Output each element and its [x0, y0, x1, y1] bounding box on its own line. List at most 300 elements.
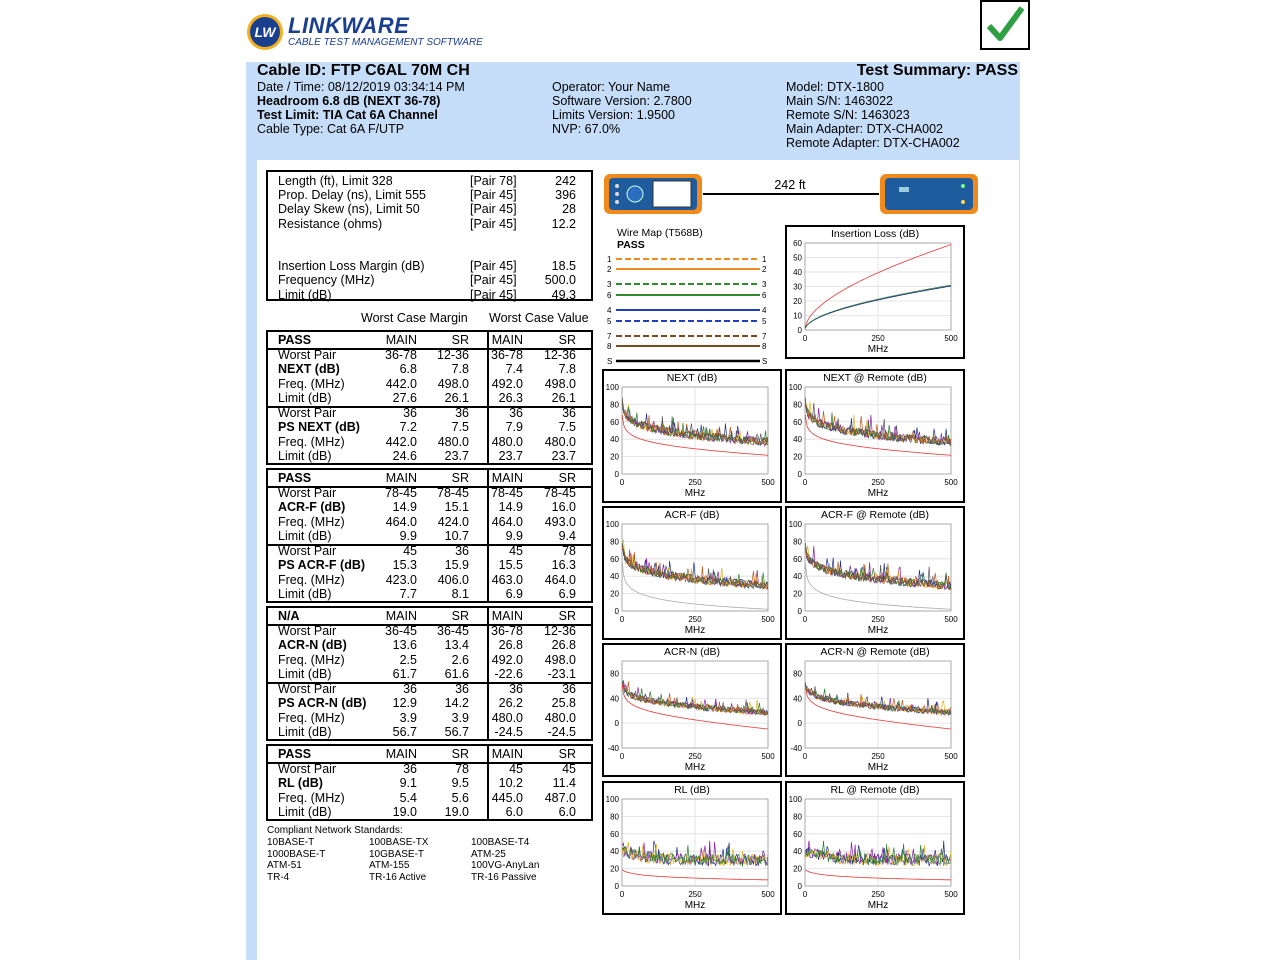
y-tick-label: 20 [793, 452, 802, 462]
standards-title: Compliant Network Standards: [267, 825, 403, 836]
table-cell: 9.5 [451, 776, 469, 790]
x-axis-label: MHz [684, 762, 706, 773]
table-cell: 7.4 [505, 362, 523, 376]
row-label: Freq. (MHz) [278, 514, 345, 529]
table-cell: 442.0 [385, 434, 417, 449]
table-cell: 61.6 [444, 667, 469, 681]
main-unit-icon [603, 172, 703, 216]
table-cell: 6.9 [505, 587, 523, 601]
table-cell: 36 [455, 681, 469, 696]
table-cell: 45 [509, 543, 523, 558]
table-cell: 9.9 [505, 529, 523, 543]
y-tick-label: 60 [610, 829, 619, 839]
y-tick-label: 30 [793, 282, 802, 292]
y-tick-label: 40 [610, 694, 619, 704]
wiremap-pin-label: 3 [762, 280, 767, 289]
summary-label: Resistance (ohms) [278, 216, 383, 231]
row-label: Worst Pair [278, 405, 337, 420]
y-tick-label: 80 [610, 669, 619, 679]
table-cell: 36 [455, 543, 469, 558]
y-tick-label: 0 [614, 882, 619, 891]
wiremap-pin-label: 8 [607, 342, 612, 351]
table-cell: 8.1 [451, 587, 469, 601]
logo-name: LINKWARE [288, 13, 410, 38]
x-tick-label: 0 [802, 890, 808, 899]
y-tick-label: 0 [797, 470, 802, 479]
x-tick-label: 500 [761, 478, 775, 487]
y-tick-label: 100 [605, 520, 619, 529]
column-header: MAIN [491, 609, 523, 623]
wiremap-pin-label: 5 [607, 317, 612, 326]
cable-type: Cable Type: Cat 6A F/UTP [257, 122, 405, 136]
row-label: Freq. (MHz) [278, 710, 345, 725]
x-tick-label: 0 [619, 752, 625, 761]
y-tick-label: 100 [788, 520, 802, 529]
row-label: Limit (dB) [278, 449, 332, 463]
summary-box [266, 170, 593, 301]
wiremap-pin-label: 7 [607, 332, 612, 341]
table-cell: 406.0 [437, 572, 469, 587]
row-label: Freq. (MHz) [278, 652, 345, 667]
table-cell: 36-45 [385, 623, 417, 638]
table-cell: 10.7 [444, 529, 469, 543]
column-divider [487, 470, 489, 601]
wiremap-pin-label: S [762, 357, 768, 366]
table-cell: 11.4 [552, 776, 576, 790]
standard-item: 10BASE-T [267, 837, 315, 848]
test-summary: Test Summary: PASS [856, 62, 1018, 79]
table-cell: -22.6 [494, 667, 523, 681]
chart-acr-n-db [602, 643, 782, 777]
results-table [266, 744, 593, 821]
row-label: Worst Pair [278, 543, 337, 558]
row-label: Limit (dB) [278, 667, 332, 681]
wiremap-pin-label: 1 [607, 255, 612, 264]
table-cell: 36-78 [491, 347, 523, 362]
table-cell: 14.9 [392, 500, 417, 514]
x-axis-label: MHz [867, 762, 889, 773]
table-cell: 6.0 [558, 805, 576, 819]
table-cell: 26.8 [498, 638, 523, 652]
x-axis-label: MHz [867, 488, 889, 499]
table-status: PASS [278, 333, 312, 347]
column-header: MAIN [385, 747, 417, 761]
x-axis-label: MHz [867, 900, 889, 911]
x-tick-label: 250 [688, 615, 702, 624]
table-cell: 14.9 [498, 500, 523, 514]
table-cell: 36 [509, 681, 523, 696]
summary-pair: [Pair 45] [470, 259, 517, 274]
table-cell: 26.1 [551, 391, 576, 405]
y-tick-label: 0 [614, 470, 619, 479]
table-cell: 78 [562, 543, 576, 558]
y-tick-label: 100 [788, 795, 802, 804]
wiremap-pin-label: 1 [762, 255, 767, 264]
y-tick-label: 80 [793, 669, 802, 679]
table-cell: 464.0 [385, 514, 417, 529]
row-label: Limit (dB) [278, 529, 332, 543]
x-tick-label: 500 [944, 615, 958, 624]
software-version: Software Version: 2.7800 [552, 94, 692, 108]
table-cell: 23.7 [498, 449, 523, 463]
y-tick-label: 0 [614, 719, 619, 729]
chart-title: NEXT @ Remote (dB) [823, 372, 927, 384]
column-header: SR [451, 747, 469, 761]
row-label: PS ACR-N (dB) [278, 696, 367, 710]
x-tick-label: 0 [619, 890, 625, 899]
summary-value: 396 [555, 188, 576, 203]
table-cell: 78 [455, 761, 469, 776]
x-tick-label: 500 [761, 752, 775, 761]
column-header: SR [558, 609, 576, 623]
table-cell: 2.5 [399, 652, 417, 667]
chart-rl-db [602, 781, 782, 915]
table-cell: 3.9 [451, 710, 469, 725]
table-cell: 78-45 [491, 485, 523, 500]
row-label: Freq. (MHz) [278, 434, 345, 449]
row-label: NEXT (dB) [278, 362, 340, 376]
chart-acr-f-remote-db [785, 506, 965, 640]
table-cell: 12.9 [392, 696, 417, 710]
chart-next-db [602, 369, 782, 503]
row-label: PS NEXT (dB) [278, 420, 360, 434]
column-divider [487, 608, 489, 739]
cable-id: Cable ID: FTP C6AL 70M CH [257, 62, 470, 79]
table-cell: 24.6 [392, 449, 417, 463]
y-tick-label: -40 [607, 744, 619, 753]
date-time: Date / Time: 08/12/2019 03:34:14 PM [257, 80, 465, 94]
table-cell: 480.0 [544, 710, 576, 725]
table-cell: 36 [562, 681, 576, 696]
y-tick-label: 0 [797, 326, 802, 335]
x-tick-label: 500 [944, 752, 958, 761]
table-cell: 26.8 [551, 638, 576, 652]
wiremap-pin-label: 3 [607, 280, 612, 289]
y-tick-label: 20 [610, 452, 619, 462]
table-cell: 36 [403, 681, 417, 696]
column-header: SR [451, 609, 469, 623]
chart-rl-remote-db [785, 781, 965, 915]
y-tick-label: 60 [610, 417, 619, 427]
y-tick-label: 80 [793, 400, 802, 410]
standard-item: 1000BASE-T [267, 848, 326, 860]
wiremap-pin-label: 4 [762, 306, 767, 315]
x-axis-label: MHz [684, 900, 706, 911]
x-tick-label: 0 [619, 478, 625, 487]
summary-pair: [Pair 78] [470, 174, 517, 188]
x-tick-label: 250 [871, 615, 885, 624]
table-cell: 5.6 [451, 790, 469, 805]
wiremap-pin-label: 4 [607, 306, 612, 315]
table-cell: 7.5 [451, 420, 469, 434]
row-label: ACR-N (dB) [278, 638, 347, 652]
y-tick-label: 40 [793, 572, 802, 582]
table-cell: 9.9 [399, 529, 417, 543]
y-tick-label: 0 [797, 607, 802, 616]
operator: Operator: Your Name [552, 80, 671, 94]
y-tick-label: 40 [793, 847, 802, 857]
wiremap-pin-label: 6 [607, 291, 612, 300]
table-cell: 464.0 [491, 514, 523, 529]
table-cell: -23.1 [547, 667, 576, 681]
wiremap-pin-label: 7 [762, 332, 767, 341]
table-cell: 492.0 [491, 376, 523, 391]
y-tick-label: 80 [610, 400, 619, 410]
logo-subtitle: CABLE TEST MANAGEMENT SOFTWARE [288, 37, 483, 48]
y-tick-label: 20 [610, 589, 619, 599]
row-label: Freq. (MHz) [278, 376, 345, 391]
chart-title: ACR-F @ Remote (dB) [820, 509, 930, 521]
table-cell: 6.8 [399, 362, 417, 376]
summary-value: 12.2 [551, 216, 576, 231]
table-cell: 25.8 [551, 696, 576, 710]
x-tick-label: 250 [688, 478, 702, 487]
table-cell: 78-45 [544, 485, 576, 500]
table-cell: 498.0 [544, 376, 576, 391]
y-tick-label: 50 [793, 253, 802, 263]
table-cell: 480.0 [491, 434, 523, 449]
table-cell: 2.6 [451, 652, 469, 667]
table-cell: 15.5 [498, 558, 523, 572]
wiremap-pin-label: 2 [607, 265, 612, 274]
row-label: Limit (dB) [278, 391, 332, 405]
table-cell: 480.0 [491, 710, 523, 725]
table-cell: 78-45 [385, 485, 417, 500]
y-tick-label: 100 [605, 383, 619, 392]
column-header: MAIN [491, 333, 523, 347]
table-cell: 13.6 [392, 638, 417, 652]
y-tick-label: 20 [793, 864, 802, 874]
chart-title: ACR-N @ Remote (dB) [820, 646, 930, 658]
table-cell: 16.3 [551, 558, 576, 572]
results-table [266, 330, 593, 465]
results-table [266, 606, 593, 741]
standard-item: ATM-25 [471, 848, 506, 860]
table-cell: 5.4 [399, 790, 417, 805]
y-tick-label: 10 [793, 311, 802, 321]
table-cell: 423.0 [385, 572, 417, 587]
x-tick-label: 250 [871, 334, 885, 343]
table-cell: 15.3 [392, 558, 417, 572]
x-tick-label: 250 [688, 752, 702, 761]
x-tick-label: 0 [802, 334, 808, 343]
wiremap-status: PASS [617, 239, 645, 251]
summary-label: Prop. Delay (ns), Limit 555 [278, 188, 426, 203]
cable-length: 242 ft [774, 178, 806, 192]
row-label: Worst Pair [278, 761, 337, 776]
column-header: SR [558, 333, 576, 347]
table-cell: 7.8 [451, 362, 469, 376]
table-cell: 9.1 [399, 776, 417, 790]
x-tick-label: 0 [802, 615, 808, 624]
wiremap-pin-label: S [607, 357, 613, 366]
y-tick-label: 0 [614, 607, 619, 616]
table-cell: 6.0 [505, 805, 523, 819]
table-cell: 36 [562, 405, 576, 420]
row-label: Worst Pair [278, 623, 337, 638]
row-label: Freq. (MHz) [278, 790, 345, 805]
column-divider [487, 332, 489, 463]
wiremap-diagram [604, 252, 779, 372]
chart-title: ACR-N (dB) [663, 646, 720, 658]
wiremap-pin-label: 2 [762, 265, 767, 274]
y-tick-label: 40 [793, 435, 802, 445]
table-cell: 26.2 [498, 696, 523, 710]
worst-case-margin-header: Worst Case Margin [361, 311, 468, 325]
chart-title: Insertion Loss (dB) [830, 228, 920, 240]
standard-item: ATM-51 [267, 860, 302, 872]
column-header: SR [558, 471, 576, 485]
y-tick-label: 40 [793, 268, 802, 277]
cable-line [703, 193, 879, 195]
y-tick-label: 60 [793, 239, 802, 248]
table-cell: 7.7 [399, 587, 417, 601]
table-cell: 442.0 [385, 376, 417, 391]
table-cell: 10.2 [498, 776, 523, 790]
standard-item: 10GBASE-T [369, 848, 425, 860]
table-cell: 480.0 [437, 434, 469, 449]
table-cell: 61.7 [392, 667, 417, 681]
row-label: ACR-F (dB) [278, 500, 346, 514]
y-tick-label: 20 [610, 864, 619, 874]
table-cell: 45 [562, 761, 576, 776]
limits-version: Limits Version: 1.9500 [552, 108, 675, 122]
y-tick-label: 80 [610, 812, 619, 822]
x-tick-label: 0 [619, 615, 625, 624]
y-tick-label: 60 [793, 829, 802, 839]
standard-item: 100BASE-T4 [471, 837, 530, 848]
table-cell: 493.0 [544, 514, 576, 529]
pass-check-icon [980, 0, 1030, 50]
table-cell: 16.0 [551, 500, 576, 514]
table-cell: 23.7 [444, 449, 469, 463]
x-tick-label: 250 [871, 478, 885, 487]
y-tick-label: 100 [605, 795, 619, 804]
table-cell: 15.9 [444, 558, 469, 572]
table-cell: 36-78 [385, 347, 417, 362]
x-tick-label: 500 [761, 890, 775, 899]
table-cell: 15.1 [444, 500, 469, 514]
column-header: MAIN [491, 747, 523, 761]
table-cell: 424.0 [437, 514, 469, 529]
y-tick-label: -40 [790, 744, 802, 753]
y-tick-label: 20 [793, 589, 802, 599]
table-cell: 13.4 [444, 638, 469, 652]
table-cell: 78-45 [437, 485, 469, 500]
summary-value: 49.3 [551, 287, 576, 302]
x-axis-label: MHz [684, 488, 706, 499]
remote-sn: Remote S/N: 1463023 [786, 108, 910, 122]
worst-case-value-header: Worst Case Value [489, 311, 589, 325]
wiremap-pin-label: 8 [762, 342, 767, 351]
table-cell: 19.0 [392, 805, 417, 819]
test-limit: Test Limit: TIA Cat 6A Channel [257, 108, 438, 122]
table-cell: 3.9 [399, 710, 417, 725]
table-cell: 498.0 [437, 376, 469, 391]
table-cell: 36 [455, 405, 469, 420]
row-label: Worst Pair [278, 347, 337, 362]
chart-title: RL @ Remote (dB) [830, 784, 920, 796]
chart-next-remote-db [785, 369, 965, 503]
x-axis-label: MHz [684, 625, 706, 636]
linkware-logo [247, 12, 497, 52]
table-cell: 7.2 [399, 420, 417, 434]
main-sn: Main S/N: 1463022 [786, 94, 894, 108]
logo-badge-icon: LW [247, 14, 283, 50]
y-tick-label: 80 [793, 812, 802, 822]
remote-unit-icon [879, 172, 979, 216]
column-header: MAIN [385, 471, 417, 485]
x-axis-label: MHz [867, 625, 889, 636]
standard-item: 100VG-AnyLan [471, 860, 540, 872]
row-label: Worst Pair [278, 485, 337, 500]
table-cell: -24.5 [494, 725, 523, 739]
chart-title: NEXT (dB) [666, 372, 718, 384]
row-label: Worst Pair [278, 681, 337, 696]
summary-label: Frequency (MHz) [278, 273, 375, 288]
chart-title: RL (dB) [674, 784, 710, 796]
column-header: MAIN [491, 471, 523, 485]
wiremap-title: Wire Map (T568B) [617, 227, 703, 239]
y-tick-label: 0 [797, 882, 802, 891]
nvp: NVP: 67.0% [552, 122, 621, 136]
table-cell: 464.0 [544, 572, 576, 587]
row-label: Limit (dB) [278, 805, 332, 819]
table-cell: 9.4 [558, 529, 576, 543]
y-tick-label: 100 [788, 383, 802, 392]
y-tick-label: 20 [793, 297, 802, 306]
wiremap-pin-label: 6 [762, 291, 767, 300]
table-cell: 7.5 [558, 420, 576, 434]
y-tick-label: 80 [793, 537, 802, 547]
table-cell: 445.0 [491, 790, 523, 805]
table-cell: 36-45 [437, 623, 469, 638]
x-tick-label: 250 [871, 752, 885, 761]
summary-value: 18.5 [551, 259, 576, 274]
y-tick-label: 80 [610, 537, 619, 547]
column-header: SR [451, 471, 469, 485]
summary-pair: [Pair 45] [470, 273, 517, 288]
model: Model: DTX-1800 [786, 80, 884, 94]
table-cell: 12-36 [544, 623, 576, 638]
column-divider [487, 746, 489, 819]
standard-item: TR-4 [267, 872, 290, 884]
summary-pair: [Pair 45] [470, 202, 517, 217]
chart-acr-f-db [602, 506, 782, 640]
table-cell: -24.5 [547, 725, 576, 739]
x-tick-label: 500 [761, 615, 775, 624]
table-cell: 36 [403, 405, 417, 420]
summary-pair: [Pair 45] [470, 188, 517, 203]
column-header: MAIN [385, 609, 417, 623]
table-cell: 56.7 [392, 725, 417, 739]
table-cell: 7.8 [558, 362, 576, 376]
table-cell: 12-36 [437, 347, 469, 362]
table-status: PASS [278, 471, 312, 485]
summary-pair: [Pair 45] [470, 287, 517, 302]
table-cell: 27.6 [392, 391, 417, 405]
table-cell: 45 [509, 761, 523, 776]
table-cell: 480.0 [544, 434, 576, 449]
headroom: Headroom 6.8 dB (NEXT 36-78) [257, 94, 441, 108]
table-cell: 36-78 [491, 623, 523, 638]
y-tick-label: 40 [793, 694, 802, 704]
row-label: Freq. (MHz) [278, 572, 345, 587]
table-cell: 19.0 [444, 805, 469, 819]
y-tick-label: 60 [610, 554, 619, 564]
summary-label: Insertion Loss Margin (dB) [278, 259, 425, 274]
x-tick-label: 500 [944, 890, 958, 899]
